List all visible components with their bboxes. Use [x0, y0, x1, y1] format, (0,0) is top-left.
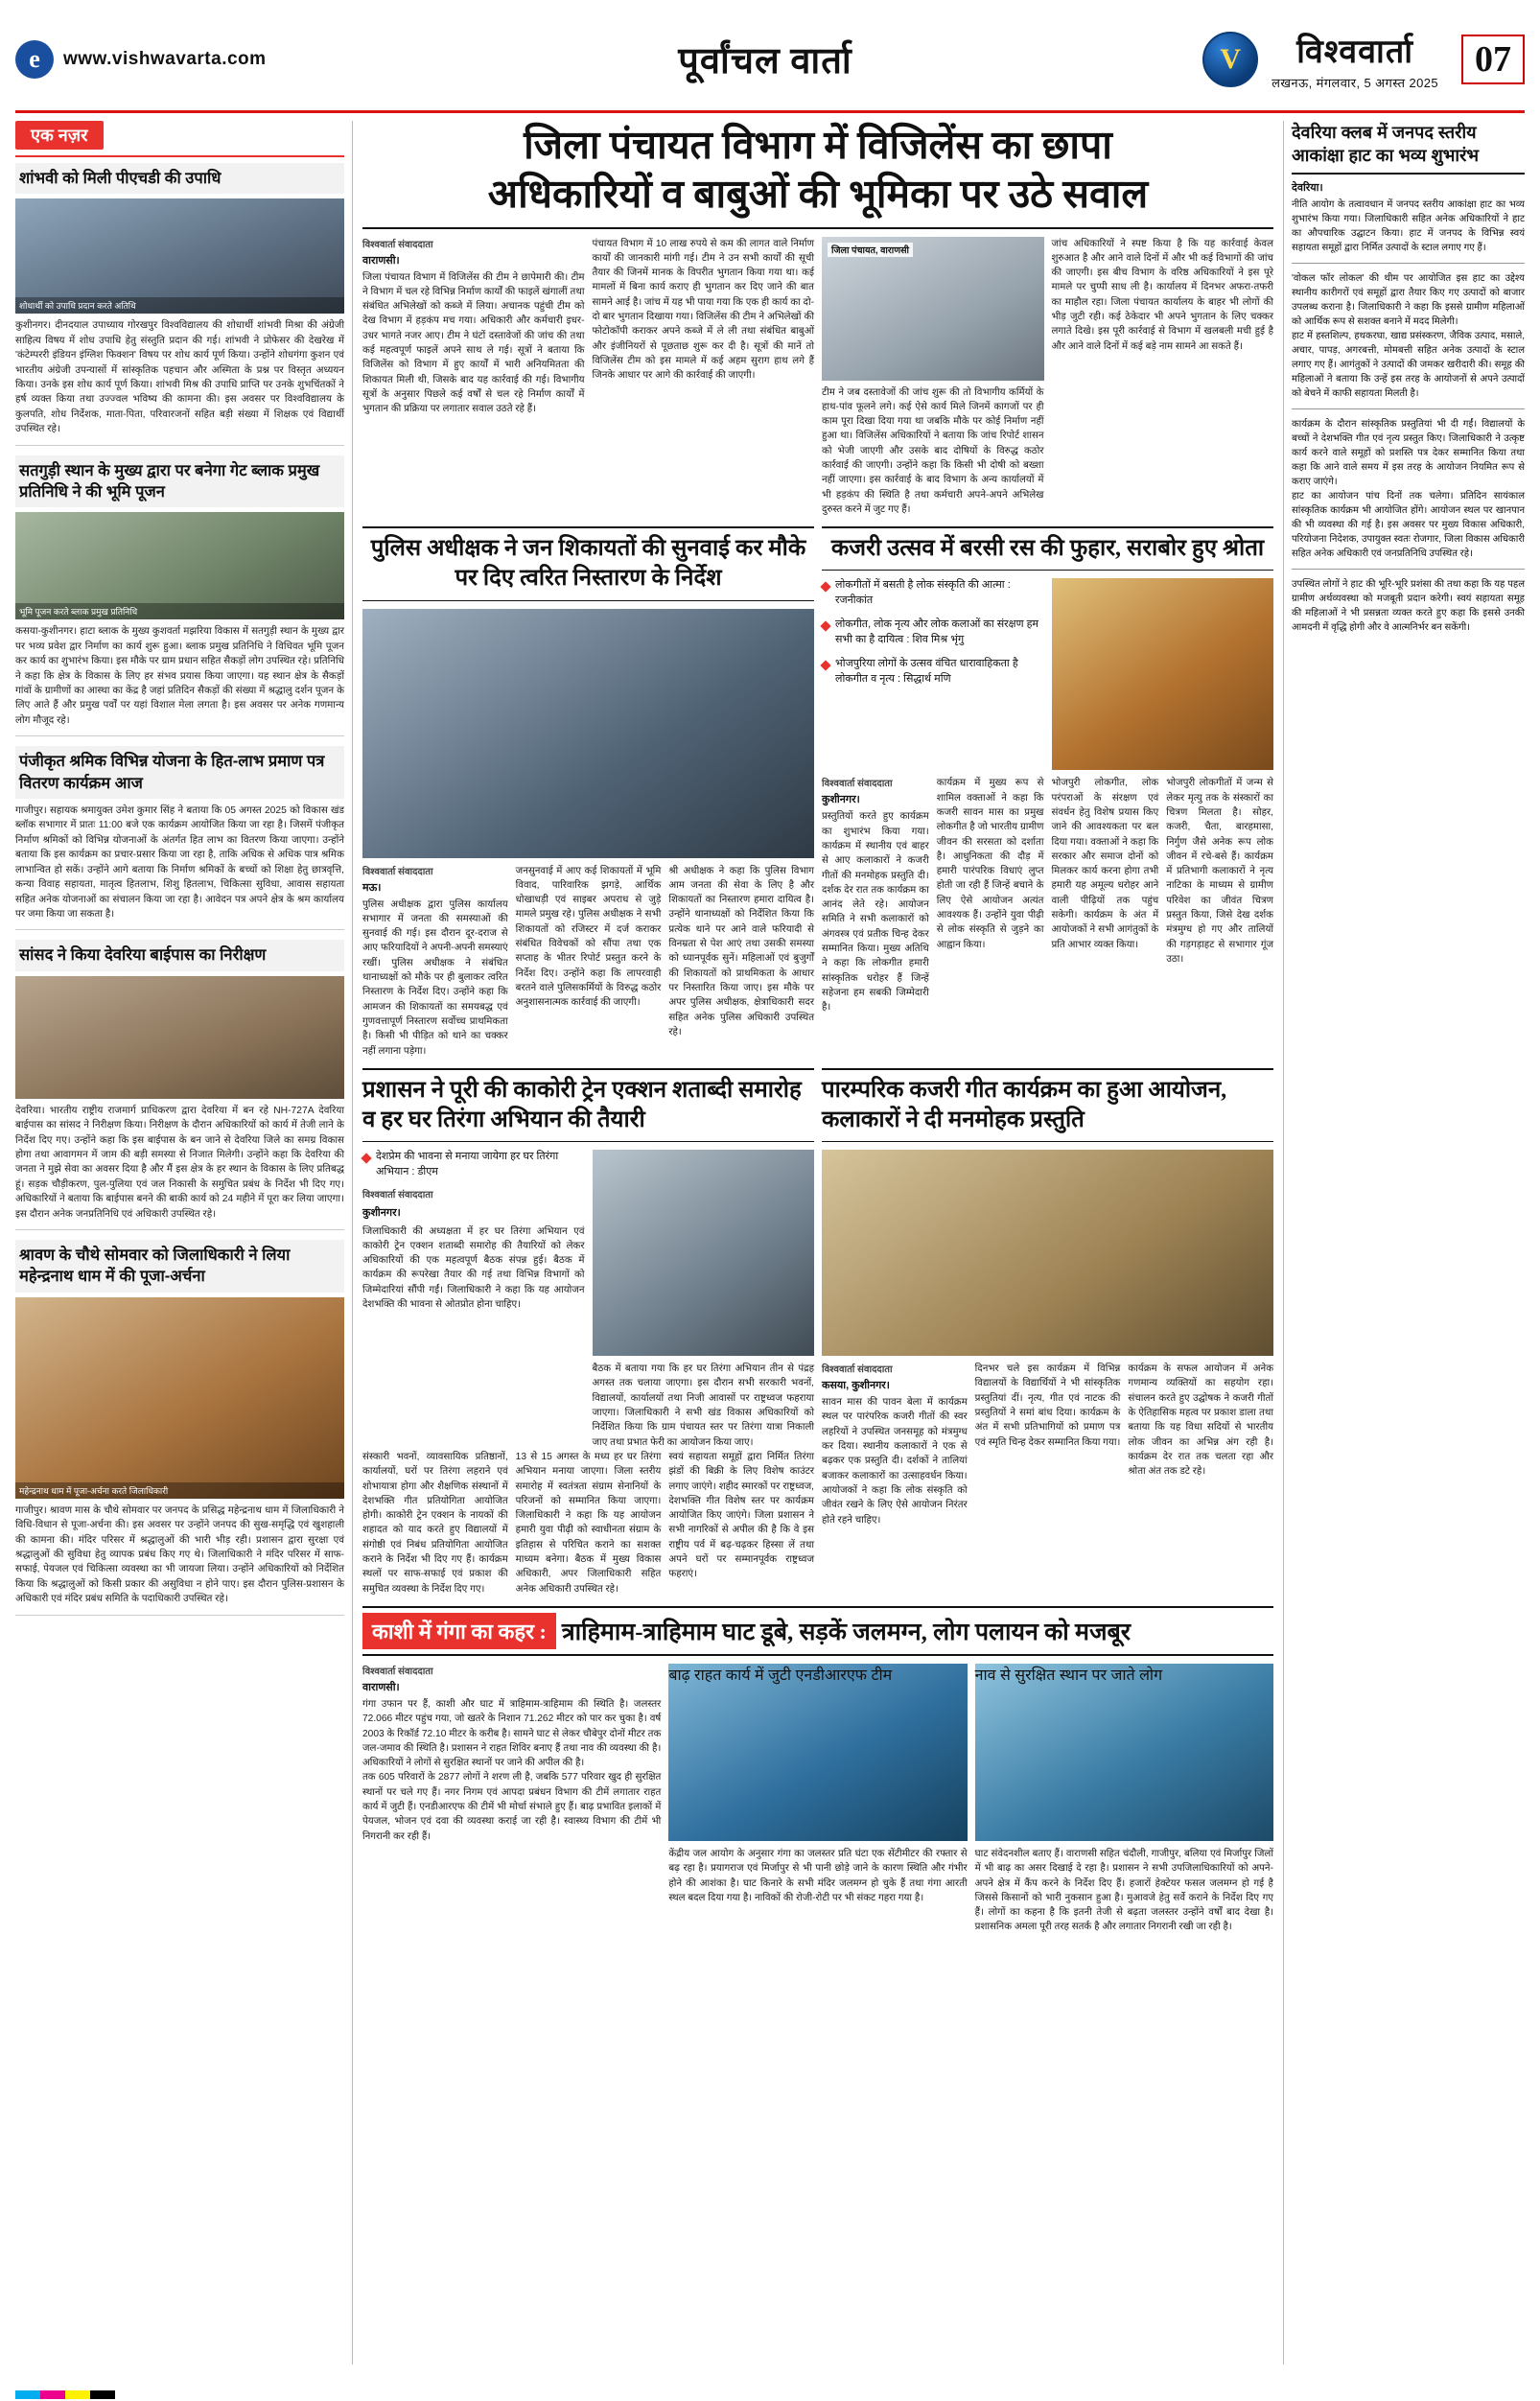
kajri-col-4 — [1166, 776, 1273, 1014]
kakori-bullet: देशप्रेम की भावना से मनाया जायेगा हर घर तिरंगा अभियान : डीएम — [362, 1150, 585, 1180]
kajri-col-3 — [1052, 776, 1159, 1014]
byline: विश्ववार्ता संवाददाता — [362, 1666, 433, 1677]
rail-item-title: सतगुड़ी स्थान के मुख्य द्वारा पर बनेगा गेट ब्लाक प्रमुख प्रतिनिधि ने की भूमि पूजन — [15, 455, 344, 508]
ganga-col-2-text: केंद्रीय जल आयोग के अनुसार गंगा का जलस्तर प्रति घंटा एक सेंटीमीटर की रफ्तार से बढ़ रहा है। प्रयागराज एवं मिर्जापुर से भी पानी छोड़े जाने के कारण स्थिति और गंभीर होने की आशंका है। घाट किनारे के सभी मंदिर जलमग्न हो चुके हैं तथा गंगा आरती स्थल बदल दिया गया है। नाविकों की रोजी-रोटी पर भी संकट गहरा गया है। — [668, 1848, 968, 1903]
folk-col-3-text: कार्यक्रम के सफल आयोजन में अनेक गणमान्य व्यक्तियों का सहयोग रहा। संचालन करते हुए उद्घोषक ने कजरी गीतों के ऐतिहासिक महत्व पर प्रकाश डाला तथा बताया कि यह विधा सदियों से भारतीय लोक जीवन का अभिन्न अंग रही है। कार्यक्रम देर रात तक चलता रहा और श्रोता अंत तक डटे रहे। — [1128, 1364, 1274, 1478]
kajri-bullet: लोकगीतों में बसती है लोक संस्कृति की आत्मा : रजनीकांत — [822, 578, 1044, 609]
lead-col-4-text: जांच अधिकारियों ने स्पष्ट किया है कि यह कार्रवाई केवल शुरुआत है और आने वाले दिनों में और भी कई विभागों की जांच की जाएगी। इस बीच विभाग के वरिष्ठ अधिकारियों ने इस पूरे मामले पर चुप्पी साध ली है। कार्यालय में दिनभर अफरा-तफरी का माहौल रहा। जिला पंचायत कार्यालय के बाहर भी लोगों की भीड़ जुटी रही। कई ठेकेदार भी अपने भुगतान के लिए चक्कर लगाते दिखे। इस पूरी कार्रवाई से विभाग में खलबली मची हुई है और आने वाले दिनों में कई बड़े नाम सामने आ सकते हैं। — [1051, 238, 1273, 352]
dateline: वाराणसी। — [362, 254, 400, 267]
masthead — [15, 13, 1525, 113]
right-rail-para-3: हाट में हस्तशिल्प, हथकरघा, खाद्य प्रसंस्करण, जैविक उत्पाद, मसाले, अचार, पापड़, अगरबत्ती, मोमबत्ती सहित अनेक उत्पादों के स्टाल लगाए गए हैं। आगंतुकों ने उत्पादों की जमकर खरीदारी की। समूह की महिलाओं ने बताया कि उन्हें इस तरह के आयोजनों से अपने उत्पादों को बेचने में काफी सहायता मिलती है। — [1292, 330, 1525, 399]
kajri-col-3-text: भोजपुरी लोकगीत, लोक परंपराओं के संरक्षण एवं संवर्धन हेतु विशेष प्रयास किए जाने की आवश्यकता पर बल दिया गया। वक्ताओं ने कहा कि सरकार और समाज दोनों को मिलकर कार्य करना होगा तभी हमारी यह अमूल्य धरोहर आने वाली पीढ़ियों तक पहुंच सकेगी। कार्यक्रम के अंत में आयोजकों ने सभी आगंतुकों के प्रति आभार व्यक्त किया। — [1051, 778, 1159, 950]
dateline: कुशीनगर। — [362, 1206, 401, 1219]
police-col-1-text: पुलिस अधीक्षक द्वारा पुलिस कार्यालय सभागार में जनता की समस्याओं की सुनवाई की गई। इस दौरान दूर-दराज से आए फरियादियों ने अपनी-अपनी समस्याएं रखीं। पुलिस अधीक्षक ने संबंधित थानाध्यक्षों को मौके पर ही बुलाकर त्वरित निस्तारण के निर्देश दिए। उन्होंने कहा कि आमजन की शिकायतों का समयबद्ध एवं गुणवत्तापूर्ण निस्तारण सर्वोच्च प्राथमिकता है। किसी भी पीड़ित को थाने का चक्कर नहीं लगाना पड़ेगा। — [362, 898, 508, 1057]
edition-date: लखनऊ, मंगलवार, 5 अगस्त 2025 — [1272, 75, 1438, 90]
folk-col-1-text: सावन मास की पावन बेला में कार्यक्रम स्थल पर पारंपरिक कजरी गीतों की स्वर लहरियों ने उपस्थित जनसमूह को मंत्रमुग्ध कर दिया। स्थानीय कलाकारों ने एक से बढ़कर एक प्रस्तुति दी। दर्शकों ने तालियां बजाकर कलाकारों का उत्साहवर्धन किया। आयोजकों ने कहा कि लोक संस्कृति को जीवंत रखने के लिए ऐसे आयोजन निरंतर होते रहने चाहिए। — [822, 1397, 968, 1526]
lead-col-2 — [593, 237, 815, 518]
ganga-col-1b-text: तक 605 परिवारों के 2877 लोगों ने शरण ली है, जबकि 577 परिवार खुद ही सुरक्षित स्थानों पर चले गए हैं। नगर निगम एवं आपदा प्रबंधन विभाग की टीमें लगातार राहत कार्य में जुटी हैं। एनडीआरएफ की टीमें भी मोर्चा संभाले हुए हैं। बाढ़ प्रभावित इलाकों में पेयजल, भोजन एवं दवा की व्यवस्था कराई जा रही है। स्वास्थ्य विभाग की टीमें भी निगरानी कर रही हैं। — [362, 1772, 662, 1842]
kakori-col-2-text: बैठक में बताया गया कि हर घर तिरंगा अभियान तीन से पंद्रह अगस्त तक चलाया जाएगा। इस दौरान सभी सरकारी भवनों, विद्यालयों, कार्यालयों तथा निजी आवासों पर राष्ट्रध्वज फहराया जाएगा। जिलाधिकारी ने सभी खंड विकास अधिकारियों को निर्देशित किया कि ग्राम पंचायत स्तर पर तिरंगा यात्रा निकाली जाए तथा प्रभात फेरी का आयोजन किया जाए। — [592, 1364, 814, 1448]
police-photo — [362, 609, 814, 858]
kajri-bullets — [822, 578, 1044, 776]
kajri-col-2 — [937, 776, 1044, 1014]
rail-photo — [15, 198, 344, 314]
ganga-band-label: काशी में गंगा का कहर : — [362, 1613, 556, 1649]
kakori-col-4-text: 13 से 15 अगस्त के मध्य हर घर तिरंगा अभियान मनाया जाएगा। जिला स्तरीय समारोह में स्वतंत्रता संग्राम सेनानियों के परिजनों को सम्मानित किया जाएगा। जिलाधिकारी ने कहा कि यह आयोजन हमारी युवा पीढ़ी को स्वाधीनता संग्राम के इतिहास से परिचित कराने का सशक्त माध्यम बनेगा। बैठक में मुख्य विकास अधिकारी, अपर जिलाधिकारी सहित अनेक अधिकारी उपस्थित रहे। — [515, 1451, 662, 1595]
brand-block — [1272, 28, 1438, 91]
kajri-photo-1 — [1052, 578, 1274, 770]
lead-col-3-text: टीम ने जब दस्तावेजों की जांच शुरू की तो विभागीय कर्मियों के हाथ-पांव फूलने लगे। कई ऐसे कार्य मिले जिनमें कागजों पर ही काम पूरा दिखा दिया गया था जबकि मौके पर कोई निर्माण नहीं हुआ था। विजिलेंस अधिकारियों ने बताया कि जांच रिपोर्ट शासन को भेजी जाएगी और उसके बाद दोषियों के विरुद्ध कठोर कार्रवाई की जाएगी। उन्होंने कहा कि किसी भी दोषी को बख्शा नहीं जाएगा। इस कार्रवाई के बाद विभाग के अन्य कार्यालयों में भी हड़कंप की स्थिति है तथा कर्मचारी अपने-अपने अभिलेख दुरुस्त करने में जुट गए हैं। — [822, 386, 1044, 515]
left-rail — [15, 121, 353, 2365]
right-rail-para-5: हाट का आयोजन पांच दिनों तक चलेगा। प्रतिदिन सायंकाल सांस्कृतिक कार्यक्रम भी आयोजित होंगे। आयोजन स्थल पर खानपान की भी व्यवस्था की गई है। इस अवसर पर मुख्य विकास अधिकारी, परियोजना निदेशक, उपायुक्त स्वतः रोजगार, जिला विकास अधिकारी सहित अनेक अधिकारी एवं जनप्रतिनिधि उपस्थित रहे। — [1292, 490, 1525, 559]
folk-columns — [822, 1362, 1273, 1527]
kakori-columns — [362, 1450, 814, 1597]
left-rail-header-wrap — [15, 121, 344, 157]
rail-item — [15, 455, 344, 737]
folk-col-2-text: दिनभर चले इस कार्यक्रम में विभिन्न विद्यालयों के विद्यार्थियों ने भी सांस्कृतिक प्रस्तुतियां दीं। नृत्य, गीत एवं नाटक की प्रस्तुतियों ने समां बांध दिया। कार्यक्रम के अंत में सभी प्रतिभागियों को प्रमाण पत्र एवं स्मृति चिन्ह देकर सम्मानित किया गया। — [974, 1364, 1121, 1448]
police-col-3 — [668, 864, 814, 1059]
folk-col-2 — [975, 1362, 1121, 1527]
kajri-headline: कजरी उत्सव में बरसी रस की फुहार, सराबोर हुए श्रोता — [822, 526, 1273, 571]
dateline: देवरिया। — [1292, 181, 1323, 194]
photo-caption: महेन्द्रनाथ धाम में पूजा-अर्चना करते जिलाधिकारी — [15, 1482, 344, 1499]
ganga-col-1 — [362, 1664, 661, 1935]
dateline: कुशीनगर। — [822, 794, 860, 806]
kajri-photos — [1052, 578, 1274, 776]
kajri-col-1-text: प्रस्तुतियों करते हुए कार्यक्रम का शुभारंभ किया गया। कार्यक्रम में स्थानीय एवं बाहर से आए कलाकारों ने कजरी गीतों की मनमोहक प्रस्तुति दी। दर्शक देर रात तक कार्यक्रम का आनंद लेते रहे। आयोजन समिति ने सभी कलाकारों को अंगवस्त्र एवं प्रतीक चिन्ह देकर सम्मानित किया। मुख्य अतिथि ने कहा कि लोकगीत हमारी सांस्कृतिक धरोहर हैं जिन्हें सहेजना हम सबकी जिम्मेदारी है। — [822, 811, 929, 1014]
section-title: पूर्वांचल वार्ता — [678, 40, 852, 82]
masthead-left — [15, 40, 418, 79]
right-rail-para-6: उपस्थित लोगों ने हाट की भूरि-भूरि प्रशंसा की तथा कहा कि यह पहल ग्रामीण अर्थव्यवस्था को मजबूती प्रदान करेगी। स्वयं सहायता समूह की महिलाओं ने भी प्रसन्नता व्यक्त करते हुए कहा कि इससे उनकी आमदनी में वृद्धि होगी और वे आत्मनिर्भर बन सकेंगी। — [1292, 578, 1525, 633]
ganga-photo-right — [975, 1664, 1273, 1841]
lead-headline-line2: अधिकारियों व बाबुओं की भूमिका पर उठे सवाल — [487, 172, 1149, 217]
right-rail-para-4: कार्यक्रम के दौरान सांस्कृतिक प्रस्तुतियां भी दी गईं। विद्यालयों के बच्चों ने देशभक्ति गीत एवं नृत्य प्रस्तुत किए। जिलाधिकारी ने उत्कृष्ट कार्य करने वाले समूहों को प्रशस्ति पत्र देकर सम्मानित किया तथा कहा कि आने वाले समय में इस तरह के आयोजन नियमित रूप से कराए जाएंगे। — [1292, 418, 1525, 487]
ganga-photo-left — [668, 1664, 967, 1841]
lead-story-columns — [362, 237, 1273, 518]
police-col-2 — [516, 864, 662, 1059]
masthead-right — [1112, 28, 1525, 91]
police-col-3-text: श्री अधीक्षक ने कहा कि पुलिस विभाग आम जनता की सेवा के लिए है और शिकायतों का निस्तारण हमारा दायित्व है। उन्होंने थानाध्यक्षों को निर्देशित किया कि प्रत्येक थाने पर आने वाले फरियादी से विनम्रता से पेश आएं तथा उसकी समस्या को ध्यानपूर्वक सुनें। महिलाओं एवं बुजुर्गों की शिकायतों को प्राथमिकता के आधार पर निस्तारित किया जाए। इस मौके पर अपर पुलिस अधीक्षक, क्षेत्राधिकारी सदर सहित अनेक पुलिस अधिकारी उपस्थित रहे। — [668, 865, 815, 1037]
lead-photo-label: जिला पंचायत, वाराणसी — [828, 243, 913, 257]
second-row-headlines — [362, 517, 1273, 1059]
lead-headline — [362, 121, 1273, 229]
ganga-col-2 — [668, 1664, 967, 1935]
ganga-col-3-text: घाट संवेदनशील बताए हैं। वाराणसी सहित चंदौली, गाजीपुर, बलिया एवं मिर्जापुर जिलों में भी बाढ़ का असर दिखाई दे रहा है। प्रशासन ने सभी उपजिलाधिकारियों को अपने-अपने क्षेत्र में कैंप करने के निर्देश दिए हैं। हजारों हेक्टेयर फसल जलमग्न हो गई है जिससे किसानों को भारी नुकसान हुआ है। मुआवजे हेतु सर्वे कराने के निर्देश दिए गए हैं। लोगों का कहना है कि इतनी तेजी से बढ़ता जलस्तर उन्होंने वर्षों बाद देखा है। प्रशासनिक अमला पूरी तरह सतर्क है और लगातार निगरानी रखी जा रही है। — [974, 1848, 1273, 1933]
divider — [1292, 569, 1525, 570]
divider — [1292, 408, 1525, 409]
police-columns — [362, 864, 814, 1059]
kakori-col-3 — [362, 1450, 508, 1597]
rail-item-body: गाजीपुर। श्रावण मास के चौथे सोमवार पर जनपद के प्रसिद्ध महेन्द्रनाथ धाम में जिलाधिकारी ने विधि-विधान से पूजा-अर्चना की। इस अवसर पर उन्होंने जनपद की सुख-समृद्धि एवं खुशहाली की कामना की। मंदिर परिसर में श्रद्धालुओं की भारी भीड़ रही। प्रशासन द्वारा सुरक्षा एवं श्रद्धालुओं की सुविधा हेतु व्यापक प्रबंध किए गए थे। जिलाधिकारी ने मंदिर परिसर में साफ-सफाई, पेयजल एवं चिकित्सा व्यवस्था का भी जायजा लिया। उन्होंने अधिकारियों को निर्देशित किया कि श्रद्धालुओं को किसी प्रकार की असुविधा न होने पाए। इस दौरान पुलिस-प्रशासन के अधिकारी एवं मंदिर प्रबंध समिति के पदाधिकारी उपस्थित रहे। — [15, 1504, 344, 1605]
kajri-col-1 — [822, 776, 929, 1014]
divider — [1292, 263, 1525, 264]
rail-item — [15, 1240, 344, 1616]
dateline: मऊ। — [362, 881, 382, 894]
rail-item — [15, 940, 344, 1230]
rail-item-title: पंजीकृत श्रमिक विभिन्न योजना के हित-लाभ प्रमाण पत्र वितरण कार्यक्रम आज — [15, 746, 344, 799]
kakori-col-3-text: संस्कारी भवनों, व्यावसायिक प्रतिष्ठानों, कार्यालयों, घरों पर तिरंगा लहराने एवं शोभायात्रा होगा और शैक्षणिक संस्थानों में देशभक्ति गीत प्रतियोगिता आयोजित होगी। काकोरी ट्रेन एक्शन के नायकों की शहादत को याद करते हुए विद्यालयों में संगोष्ठी एवं निबंध प्रतियोगिता आयोजित कराने के निर्देश भी दिए गए हैं। कार्यक्रम स्थलों पर साफ-सफाई एवं प्रकाश की समुचित व्यवस्था के निर्देश दिए गए। — [362, 1451, 508, 1595]
website-url[interactable]: www.vishwavarta.com — [63, 48, 267, 69]
kajri-columns — [822, 776, 1273, 1014]
kakori-col-5 — [668, 1450, 814, 1597]
main-column — [362, 121, 1273, 2365]
police-headline: पुलिस अधीक्षक ने जन शिकायतों की सुनवाई कर मौके पर दिए त्वरित निस्तारण के निर्देश — [362, 526, 814, 600]
byline: विश्ववार्ता संवाददाता — [362, 239, 433, 250]
kakori-col-4 — [516, 1450, 662, 1597]
byline: विश्ववार्ता संवाददाता — [822, 1364, 893, 1376]
folk-photo — [822, 1150, 1273, 1356]
folk-headline: पारम्परिक कजरी गीत कार्यक्रम का हुआ आयोजन, कलाकारों ने दी मनमोहक प्रस्तुति — [822, 1068, 1273, 1142]
folk-col-3 — [1128, 1362, 1273, 1527]
rail-item-title: श्रावण के चौथे सोमवार को जिलाधिकारी ने लिया महेन्द्रनाथ धाम में की पूजा-अर्चना — [15, 1240, 344, 1293]
kajri-story — [822, 517, 1273, 1059]
photo-caption: बाढ़ राहत कार्य में जुटी एनडीआरएफ टीम — [668, 1667, 893, 1684]
kajri-bullet: लोकगीत, लोक नृत्य और लोक कलाओं का संरक्षण हम सभी का है दायित्व : शिव मिश्र भृंगु — [822, 618, 1044, 648]
right-rail — [1283, 121, 1525, 2365]
brand-name: विश्ववार्ता — [1296, 34, 1414, 70]
ganga-headline: त्राहिमाम-त्राहिमाम घाट डूबे, सड़कें जलमग्न, लोग पलायन को मजबूर — [561, 1619, 1132, 1645]
kakori-story — [362, 1059, 814, 1597]
rail-item-body: गाजीपुर। सहायक श्रमायुक्त उमेश कुमार सिंह ने बताया कि 05 अगस्त 2025 को विकास खंड ब्लॉक सभागार में प्रातः 11:00 बजे एक कार्यक्रम आयोजित किया जा रहा है। जिसमें पंजीकृत निर्माण श्रमिकों को विभिन्न योजनाओं के अंतर्गत हित लाभ का वितरण किया जाएगा। उन्होंने बताया कि इस कार्यक्रम का प्रचार-प्रसार किया जा रहा है, ताकि अधिक से अधिक पात्र श्रमिक लाभान्वित हो सकें। उन्होंने आगे बताया कि निर्माण श्रमिकों के बच्चों को शिक्षा हेतु छात्रवृत्ति, कन्या विवाह सहायता, मातृत्व हितलाभ, शिशु हितलाभ, चिकित्सा सुविधा, आवास सहायता सहित अनेक योजनाओं का संचालन किया जा रहा है। आवेदन पत्र अपने क्षेत्र के श्रम कार्यालय पर जमा किया जा सकता है। — [15, 804, 344, 920]
page-number: 07 — [1461, 35, 1525, 84]
ganga-headline-band — [362, 1606, 1273, 1656]
right-rail-para-2: 'वोकल फॉर लोकल' की थीम पर आयोजित इस हाट का उद्देश्य स्थानीय कारीगरों एवं समूहों द्वारा तैयार किए गए उत्पादों को बाजार उपलब्ध कराना है। जिलाधिकारी ने कहा कि इससे ग्रामीण महिलाओं को आर्थिक रूप से सशक्त बनाने में मदद मिलेगी। — [1292, 272, 1525, 327]
dateline: कसया, कुशीनगर। — [822, 1380, 890, 1392]
rail-item-body: देवरिया। भारतीय राष्ट्रीय राजमार्ग प्राधिकरण द्वारा देवरिया में बन रहे NH-727A देवरिया बाईपास का सांसद ने निरीक्षण किया। निरीक्षण के दौरान अधिकारियों को कार्य में तेजी लाने के निर्देश दिए गए। उन्होंने कहा कि इस बाईपास के बन जाने से देवरिया जिले का समग्र विकास होगा तथा आवागमन में जाम की बड़ी समस्या से निजात मिलेगी। उन्होंने कहा कि देवरिया की जनता ने मुझे सेवा का अवसर दिया है और मैं इस क्षेत्र के हर स्थान के विकास के लिए प्रतिबद्ध हूं। सड़क चौड़ीकरण, पुल-पुलिया एवं जल निकासी के समुचित प्रबंध के निर्देश भी दिए गए। अधिकारियों ने बताया कि बाईपास बनने की बाकी कार्य को 24 महीने में पूरा कर लिया जाएगा। इस दौरान अनेक जनप्रतिनिधि एवं अधिकारी उपस्थित रहे। — [15, 1105, 344, 1220]
left-rail-header: एक नज़र — [15, 121, 104, 150]
rail-photo — [15, 976, 344, 1099]
photo-caption: भूमि पूजन करते ब्लाक प्रमुख प्रतिनिधि — [15, 603, 344, 619]
lead-col-2-text: पंचायत विभाग में 10 लाख रुपये से कम की लागत वाले निर्माण कार्यों की जानकारी मांगी गई। टीम ने उन सभी कार्यों की सूची तैयार की जिनमें मानक के विपरीत भुगतान किया गया था। कई मामलों में बिना कार्य कराए ही भुगतान कर दिए जाने की बात सामने आई है। जांच में यह भी पाया गया कि एक ही कार्य का दो-दो बार भुगतान दिखाया गया। विजिलेंस की टीम ने अभिलेखों की फोटोकॉपी कराकर अपने कब्जे में ले ली तथा संबंधित बाबुओं और इंजीनियरों से पूछताछ शुरू कर दी है। सूत्रों की मानें तो विजिलेंस टीम को इस मामले में कई अहम सुराग हाथ लगे हैं जिनके आधार पर आगे की कार्रवाई की जाएगी। — [592, 238, 814, 382]
rail-photo — [15, 1297, 344, 1499]
rail-item-title: शांभवी को मिली पीएचडी की उपाधि — [15, 163, 344, 194]
right-rail-headline: देवरिया क्लब में जनपद स्तरीय आकांक्षा हाट का भव्य शुभारंभ — [1292, 121, 1525, 175]
rail-photo — [15, 512, 344, 619]
ganga-col-3 — [975, 1664, 1273, 1935]
kakori-top — [362, 1150, 814, 1450]
rail-item-body: कुशीनगर। दीनदयाल उपाध्याय गोरखपुर विश्वविद्यालय की शोधार्थी शांभवी मिश्रा की अंग्रेजी साहित्य विषय में शोध उपाधि हेतु संस्तुति प्रदान की गई। शांभवी ने प्रोफेसर की देखरेख में 'कंटेम्पररी इंडियन इंग्लिश फिक्शन' विषय पर शोध कार्य पूर्ण किया। उन्होंने शोधगंगा कुशन एवं भारतीय अंग्रेजी उपन्यासों में सांस्कृतिक पहचान और अस्मिता के प्रश्न पर विस्तृत अध्ययन किया। उनके इस शोध कार्य पूर्ण किया। शांभवी मिश्र की उपाधि प्राप्ति पर उनके शुभचिंतकों ने हर्ष व्यक्त किया तथा उज्ज्वल भविष्य की कामना की। इस अवसर पर विश्वविद्यालय के कुलपति, शोध निर्देशक, माता-पिता, परिवारजनों सहित बड़ी संख्या में शिक्षक एवं विद्यार्थी उपस्थित रहे। — [15, 320, 344, 435]
kajri-col-4-text: भोजपुरी लोकगीतों में जन्म से लेकर मृत्यु तक के संस्कारों का चित्रण मिलता है। सोहर, कजरी, चैता, बारहमासा, निर्गुण जैसे अनेक रूप लोक जीवन में रचे-बसे हैं। कार्यक्रम में प्रतिभागी कलाकारों ने नृत्य नाटिका के माध्यम से ग्रामीण परिवेश का जीवंत चित्रण प्रस्तुत किया, जिसे देख दर्शक मंत्रमुग्ध हो गए और तालियों की गड़गड़ाहट से सभागार गूंज उठा। — [1166, 778, 1273, 965]
brand-logo-icon: V — [1202, 32, 1258, 87]
ganga-columns — [362, 1664, 1273, 1935]
byline: विश्ववार्ता संवाददाता — [362, 1190, 433, 1201]
kakori-col-5-text: स्वयं सहायता समूहों द्वारा निर्मित तिरंगा झंडों की बिक्री के लिए विशेष काउंटर लगाए जाएंगे। शहीद स्मारकों पर राष्ट्रध्वज, देशभक्ति गीत विशेष स्तर पर कार्यक्रम आयोजित किए जाएंगे। जिला प्रशासन ने सभी नागरिकों से अपील की है कि वे इस राष्ट्रीय पर्व में बढ़-चढ़कर हिस्सा लें तथा अपने घरों पर सम्मानपूर्वक राष्ट्रध्वज फहराएं। — [668, 1451, 815, 1580]
rail-item — [15, 163, 344, 446]
lead-photo — [822, 237, 1044, 381]
lead-col-4 — [1052, 237, 1274, 518]
kakori-photo-col — [593, 1150, 815, 1450]
kajri-bullet: भोजपुरिया लोगों के उत्सव वंचित धारावाहिकता है लोकगीत व नृत्य : सिद्धार्थ मणि — [822, 657, 1044, 688]
police-story — [362, 517, 814, 1059]
publisher-e-icon: e — [15, 40, 54, 79]
photo-caption: नाव से सुरक्षित स्थान पर जाते लोग — [974, 1667, 1163, 1684]
photo-caption: शोधार्थी को उपाधि प्रदान करते अतिथि — [15, 297, 344, 314]
folk-col-1 — [822, 1362, 968, 1527]
police-col-2-text: जनसुनवाई में आए कई शिकायतों में भूमि विवाद, पारिवारिक झगड़े, आर्थिक धोखाधड़ी एवं साइबर अपराध से जुड़े मामले प्रमुख रहे। पुलिस अधीक्षक ने सभी शिकायतों को रजिस्टर में दर्ज कराकर संबंधित विवेचकों को सौंपा तथा एक सप्ताह के भीतर रिपोर्ट प्रस्तुत करने के निर्देश दिए। उन्होंने कहा कि लापरवाही बरतने वाले पुलिसकर्मियों के विरुद्ध कठोर अनुशासनात्मक कार्रवाई की जाएगी। — [515, 865, 662, 1009]
kajri-top — [822, 578, 1273, 776]
kajri-col-2-text: कार्यक्रम में मुख्य रूप से शामिल वक्ताओं ने कहा कि कजरी सावन मास का प्रमुख लोकगीत है जो भारतीय ग्रामीण जीवन की सरसता को दर्शाता है। आधुनिकता की दौड़ में हमारी पारंपरिक विधाएं लुप्त होती जा रही हैं जिन्हें बचाने के लिए ऐसे आयोजन अत्यंत आवश्यक हैं। उन्होंने युवा पीढ़ी से लोक संस्कृति से जुड़ने का आह्वान किया। — [936, 778, 1044, 950]
byline: विश्ववार्ता संवाददाता — [362, 866, 433, 877]
police-col-1 — [362, 864, 508, 1059]
cmyk-registration-marks — [15, 2390, 115, 2399]
kakori-photo — [593, 1150, 815, 1356]
lead-col-1-text: जिला पंचायत विभाग में विजिलेंस की टीम ने छापेमारी की। टीम ने विभाग में चल रहे विभिन्न निर्माण कार्यों की फाइलें खंगालीं तथा संबंधित अभिलेखों को कब्जे में लिया। अचानक पहुंची टीम को देख विभाग में हड़कंप मच गया। अधिकारी और कर्मचारी इधर-उधर भागते नजर आए। टीम ने घंटों दस्तावेजों की जांच की तथा कई महत्वपूर्ण फाइलें अपने साथ ले गई। सूत्रों ने बताया कि विजिलेंस को विभाग में हुए कार्यों में भारी अनियमितता की शिकायत मिली थी, जिसके बाद यह कार्रवाई की गई। विभागीय सूत्रों के अनुसार पिछले कई वर्षों से चल रहे निर्माण कार्यों में भुगतान की प्रक्रिया पर लगातार सवाल उठते रहे हैं। — [362, 271, 585, 415]
right-rail-para-1: नीति आयोग के तत्वावधान में जनपद स्तरीय आकांक्षा हाट का भव्य शुभारंभ किया गया। जिलाधिकारी सहित अनेक अधिकारियों ने हाट का औपचारिक उद्घाटन किया। हाट में जनपद के विभिन्न स्वयं सहायता समूहों द्वारा निर्मित उत्पादों के स्टाल लगाए गए हैं। — [1292, 198, 1525, 253]
lead-headline-line1: जिला पंचायत विभाग में विजिलेंस का छापा — [524, 123, 1112, 167]
rail-item-title: सांसद ने किया देवरिया बाईपास का निरीक्षण — [15, 940, 344, 970]
kakori-col-1-text: जिलाधिकारी की अध्यक्षता में हर घर तिरंगा अभियान एवं काकोरी ट्रेन एक्शन शताब्दी समारोह की तैयारियों को लेकर अधिकारियों की एक महत्वपूर्ण बैठक संपन्न हुई। बैठक में कार्यक्रम की रूपरेखा तैयार की गई तथा विभिन्न विभागों को जिम्मेदारियां सौंपी गईं। जिलाधिकारी ने कहा कि यह आयोजन देशभक्ति की भावना से ओतप्रोत होना चाहिए। — [362, 1225, 585, 1310]
kakori-bullets — [362, 1150, 585, 1450]
rail-item-body: कसया-कुशीनगर। हाटा ब्लाक के मुख्य कुशवर्ता मझरिया विकास में सतगुड़ी स्थान के मुख्य द्वार पर भव्य प्रवेश द्वार निर्माण का कार्य शुरू हुआ। ब्लाक प्रमुख प्रतिनिधि ने विधिवत भूमि पूजन कर कार्य का शुभारंभ किया। इस मौके पर ग्राम प्रधान सहित सैकड़ों लोग उपस्थित रहे। प्रतिनिधि ने कहा कि क्षेत्र के विकास के लिए हर संभव प्रयास किया जाएगा। यह स्थान क्षेत्र के सैकड़ों गांवों के ग्रामीणों का आस्था का केंद्र है जहां प्रतिदिन सैकड़ों की संख्या में श्रद्धालु दर्शन पूजन के लिए आते हैं और प्रमुख पर्वों पर यहां विशाल मेला लगता है। इस अवसर पर अनेक गणमान्य लोग मौजूद रहे। — [15, 626, 344, 726]
byline: विश्ववार्ता संवाददाता — [822, 779, 893, 790]
rail-item — [15, 746, 344, 930]
page-body — [15, 121, 1525, 2365]
dateline: वाराणसी। — [362, 1681, 400, 1693]
lead-col-1 — [362, 237, 585, 518]
third-row — [362, 1059, 1273, 1597]
masthead-center — [418, 35, 1112, 84]
folk-story — [822, 1059, 1273, 1597]
kakori-headline: प्रशासन ने पूरी की काकोरी ट्रेन एक्शन शताब्दी समारोह व हर घर तिरंगा अभियान की तैयारी — [362, 1068, 814, 1142]
lead-col-3 — [822, 237, 1044, 518]
ganga-col-1-text: गंगा उफान पर हैं, काशी और घाट में त्राहिमाम-त्राहिमाम की स्थिति है। जलस्तर 72.066 मीटर पहुंच गया, जो खतरे के निशान 71.262 मीटर को पार कर चुका है। वर्ष 2003 के रिकॉर्ड 72.10 मीटर के करीब है। सामने घाट से लेकर चौबेपुर दोनों मीटर तक जल-जमाव की स्थिति है। प्रशासन ने राहत शिविर बनाए हैं तथा नाव की व्यवस्था की है। अधिकारियों ने लोगों से सुरक्षित स्थानों पर जाने की अपील की है। — [362, 1698, 662, 1769]
